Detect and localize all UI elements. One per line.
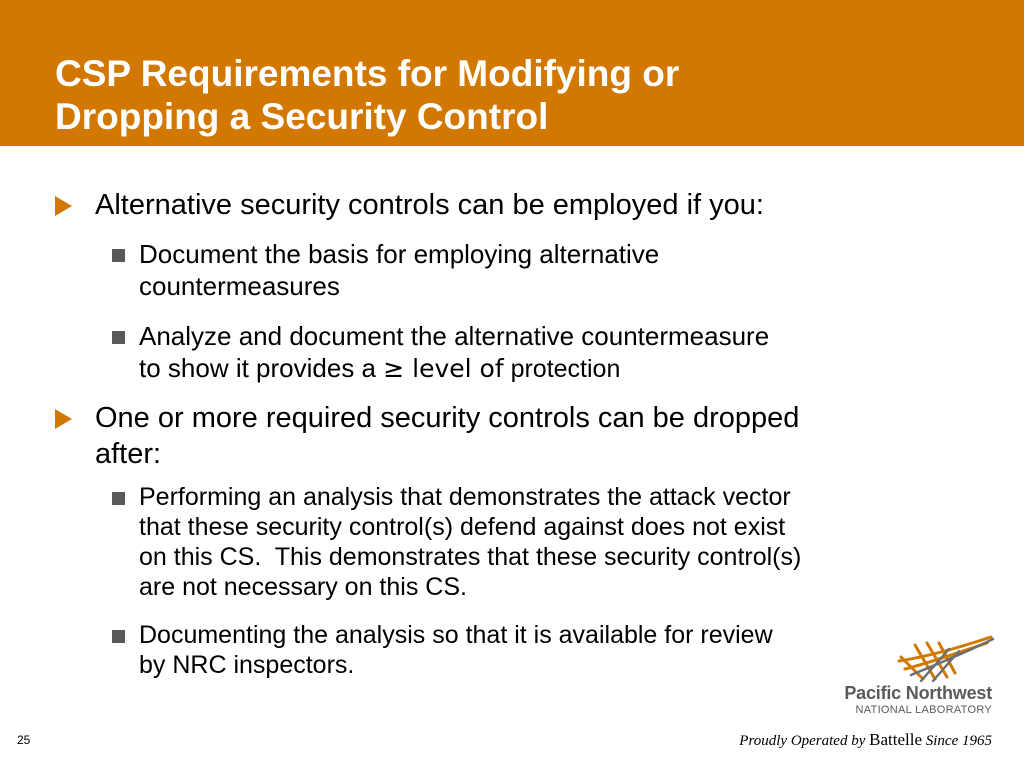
- square-bullet-icon: [112, 249, 125, 262]
- tagline-prefix: Proudly Operated by: [739, 733, 870, 749]
- sub-bullet-analyze-document: [112, 320, 769, 385]
- tagline-brand: Battelle: [869, 730, 923, 749]
- logo-subtitle: NATIONAL LABORATORY: [855, 704, 992, 716]
- sub-bullet-document-basis: [112, 238, 659, 302]
- bullet-alternative-controls: [55, 187, 764, 223]
- bullet-line: One or more required security controls can be dropped: [95, 402, 800, 434]
- triangle-bullet-icon: [55, 196, 72, 216]
- sub-bullet-line: Performing an analysis that demonstrates the attack vector: [139, 483, 791, 511]
- sub-bullet-line: that these security control(s) defend against does not exist: [139, 513, 786, 541]
- pnnl-lattice-icon: [895, 635, 995, 683]
- square-bullet-icon: [112, 492, 125, 505]
- title-line-2: Dropping a Security Control: [55, 96, 549, 137]
- bullet-text: [95, 400, 799, 472]
- sub-bullet-line: by NRC inspectors.: [139, 651, 355, 679]
- tagline-suffix: Since 1965: [922, 733, 992, 749]
- bullet-text: Alternative security controls can be employed if you:: [95, 189, 764, 221]
- sub-bullet-line: Analyze and document the alternative countermeasure: [139, 321, 770, 351]
- square-bullet-icon: [112, 630, 125, 643]
- square-bullet-icon: [112, 331, 125, 344]
- sub-bullet-text: [139, 620, 773, 680]
- sub-bullet-text: [139, 238, 659, 302]
- triangle-bullet-icon: [55, 409, 72, 429]
- sub-bullet-text: [139, 320, 769, 385]
- sub-bullet-line: Documenting the analysis so that it is available for review: [139, 621, 773, 649]
- bullet-line: after:: [95, 438, 162, 470]
- page-number: 25: [17, 733, 31, 747]
- sub-bullet-line: countermeasures: [139, 271, 340, 301]
- sub-bullet-line: on this CS. This demonstrates that these security control(s): [139, 543, 802, 571]
- sub-bullet-text: [139, 482, 801, 602]
- sub-bullet-line: Document the basis for employing alternative: [139, 239, 660, 269]
- logo-name: Pacific Northwest: [844, 683, 992, 703]
- sub-bullet-line: to show it provides a: [139, 353, 384, 383]
- sub-bullet-documenting-analysis: [112, 620, 773, 680]
- sub-bullet-line: are not necessary on this CS.: [139, 573, 467, 601]
- title-line-1: CSP Requirements for Modifying or: [55, 53, 680, 94]
- bullet-controls-dropped: [55, 400, 799, 472]
- tagline: [700, 730, 992, 750]
- sub-bullet-line: protection: [503, 355, 621, 383]
- ge-level-of-text: ≥ level of: [383, 354, 504, 383]
- sub-bullet-performing-analysis: [112, 482, 801, 602]
